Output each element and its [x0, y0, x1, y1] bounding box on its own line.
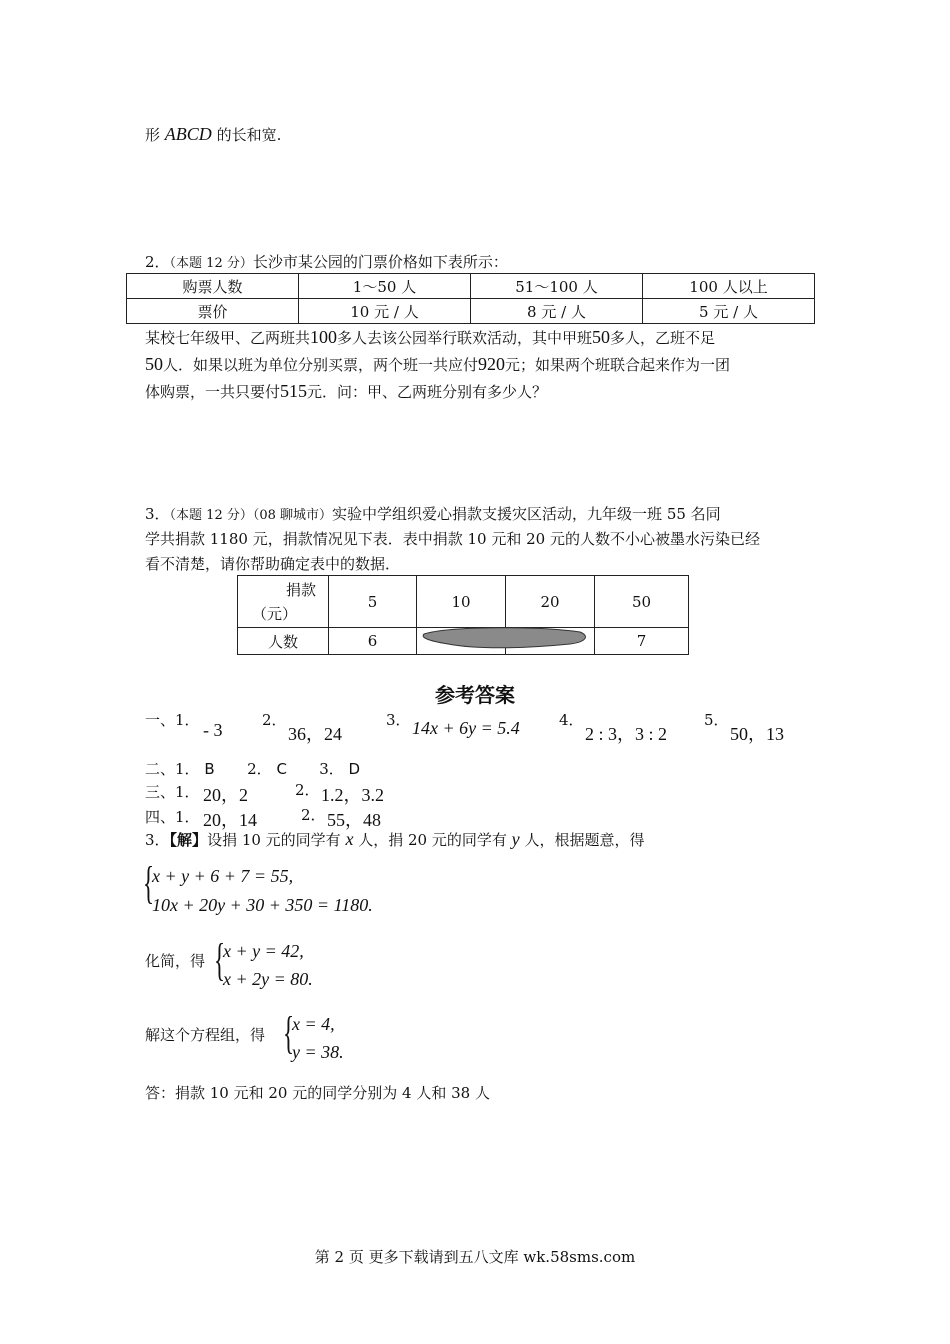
- answer-value: 1.2: [321, 785, 344, 805]
- system1-eq2: 10x + 20y + 30 + 350 = 1180.: [152, 895, 373, 915]
- answer-value: 2: [239, 785, 248, 805]
- answer-num: 4．: [559, 711, 584, 729]
- q3-amount-row: [238, 576, 689, 628]
- q2-num: 515: [280, 381, 308, 401]
- system1-eq1: x + y + 6 + 7 = 55,: [152, 866, 294, 886]
- answer-value: 20: [203, 810, 221, 830]
- solution-lead: [145, 829, 644, 850]
- answer-three-1: 20，2: [203, 785, 248, 805]
- answer-one-2: 36，24: [288, 724, 342, 744]
- answer-value: 24: [324, 724, 342, 744]
- q2-text: 某校七年级甲、乙两班共: [145, 329, 311, 347]
- solution-text: 设捐 10 元的同学有: [207, 831, 341, 849]
- answer-one-label: 一、1．: [145, 711, 200, 729]
- intro-prefix: 形: [145, 126, 161, 144]
- q2-text-line-2: [145, 352, 810, 378]
- answer-one-3: 14x + 6y = 5.4: [412, 718, 520, 738]
- q2-text: 元．问：甲、乙两班分别有多少人？: [307, 383, 548, 401]
- q2-num: 50: [592, 327, 611, 347]
- answer-value: D: [348, 760, 361, 778]
- q2-table-price-row: [127, 299, 815, 324]
- answer-num: 3．: [319, 760, 344, 778]
- q2-cell: 8 元 / 人: [471, 299, 643, 324]
- answer-three-label: 三、1．: [145, 783, 200, 801]
- answer-value: 20: [203, 785, 221, 805]
- system3-eq1: x = 4,: [292, 1014, 335, 1034]
- answer-value: 2 : 3: [585, 724, 618, 744]
- answer-value: 36: [288, 724, 306, 744]
- q3-row-label: 人数: [238, 628, 329, 655]
- answer-two-label: 二、1．: [145, 760, 200, 778]
- q3-head-bottom: （元）: [252, 604, 298, 623]
- q2-text: 多人去该公园举行联欢活动，其中甲班: [337, 329, 593, 347]
- q3-count: 6: [329, 628, 417, 655]
- solution-text: 人，根据题意，得: [524, 831, 645, 849]
- q3-line-2: 学共捐款 1180 元，捐款情况见下表．表中捐款 10 元和 20 元的人数不小心被墨水污染已经: [145, 530, 760, 548]
- q3-points: （本题 12 分）: [169, 508, 253, 523]
- ink-blot-shape: [420, 626, 588, 652]
- answer-four-label: 四、1．: [145, 808, 200, 826]
- q2-cell: 10 元 / 人: [299, 299, 471, 324]
- q2-cell: 51～100 人: [471, 274, 643, 299]
- q2-cell: 5 元 / 人: [643, 299, 815, 324]
- q2-table-header-row: [127, 274, 815, 299]
- solution-text: 人，捐 20 元的同学有: [358, 831, 507, 849]
- answer-value: C: [276, 760, 287, 778]
- answer-four-1: 20，14: [203, 810, 257, 830]
- q2-text: 元；如果两个班联合起来作为一团: [505, 356, 731, 374]
- brace-icon: {: [143, 857, 155, 908]
- answer-num: 2．: [301, 806, 326, 824]
- q3-count: 7: [595, 628, 689, 655]
- solution-number: 3．: [145, 831, 170, 849]
- answer-num: 5．: [704, 711, 729, 729]
- q2-text: 人．如果以班为单位分别买票，两个班一共应付: [163, 356, 479, 374]
- q2-cell: 购票人数: [127, 274, 299, 299]
- answer-two-row: [145, 758, 360, 779]
- answer-value: 13: [766, 724, 784, 744]
- page-footer: 第 2 页 更多下载请到五八文库 wk.58sms.com: [314, 1248, 636, 1266]
- q2-number: 2．: [145, 253, 170, 271]
- q2-num: 100: [310, 327, 338, 347]
- brace-icon: {: [283, 1007, 295, 1058]
- solution-var: y: [511, 829, 520, 849]
- q2-cell: 票价: [127, 299, 299, 324]
- q2-cell: 1～50 人: [299, 274, 471, 299]
- q3-line-1: [145, 502, 810, 528]
- answer-value: 50: [730, 724, 748, 744]
- q2-heading: [145, 251, 508, 272]
- system3-eq2: y = 38.: [292, 1042, 344, 1062]
- q2-cell: 100 人以上: [643, 274, 815, 299]
- q2-text: 多人，乙班不足: [610, 329, 716, 347]
- answer-value: 3.2: [361, 785, 384, 805]
- solve-label: 解这个方程组，得: [145, 1026, 266, 1044]
- system2-eq2: x + 2y = 80.: [223, 969, 313, 989]
- solution-var: x: [345, 829, 354, 849]
- answer-one-4: 2 : 3，3 : 2: [585, 724, 668, 744]
- answer-one-5: 50，13: [730, 724, 784, 744]
- q3-head-top: 捐款: [285, 580, 316, 599]
- simplify-label: 化简，得: [145, 952, 206, 970]
- q2-statement: 长沙市某公园的门票价格如下表所示：: [252, 253, 508, 271]
- final-answer: 答：捐款 10 元和 20 元的同学分别为 4 人和 38 人: [145, 1084, 490, 1102]
- q2-text-line-3: [145, 379, 810, 405]
- answer-num: 3．: [386, 711, 411, 729]
- q3-source: （08 聊城市）: [252, 508, 333, 523]
- answer-value: 3 : 2: [635, 724, 668, 744]
- answer-num: 2．: [295, 781, 320, 799]
- q3-number: 3．: [145, 505, 170, 523]
- brace-icon: {: [214, 934, 226, 985]
- q2-text-line-1: [145, 325, 810, 351]
- q2-text: 体购票，一共只要付: [145, 383, 281, 401]
- answer-value: 48: [363, 810, 381, 830]
- answers-title: 参考答案: [435, 683, 515, 707]
- q3-amount: 10: [417, 576, 506, 628]
- answer-four-2: 55，48: [327, 810, 381, 830]
- q2-points: （本题 12 分）: [169, 256, 253, 271]
- intro-math: ABCD: [164, 124, 212, 144]
- answer-num: 2．: [262, 711, 287, 729]
- answer-three-2: 1.2，3.2: [321, 785, 384, 805]
- answer-value: 14: [239, 810, 257, 830]
- answer-value: 55: [327, 810, 345, 830]
- q3-line-3: 看不清楚，请你帮助确定表中的数据．: [145, 555, 401, 573]
- answer-one-1: - 3: [203, 720, 223, 740]
- intro-suffix: 的长和宽.: [216, 126, 282, 144]
- answer-value: B: [204, 760, 215, 778]
- q3-text: 实验中学组织爱心捐款支援灾区活动，九年级一班 55 名同: [332, 505, 721, 523]
- system2-eq1: x + y = 42,: [223, 941, 304, 961]
- q3-amount: 20: [506, 576, 595, 628]
- q3-amount: 50: [595, 576, 689, 628]
- intro-line: [145, 124, 281, 145]
- q3-head-cell: [238, 576, 329, 628]
- answer-num: 2．: [247, 760, 272, 778]
- q2-num: 50: [145, 354, 163, 374]
- q3-amount: 5: [329, 576, 417, 628]
- solution-tag: 【解】: [169, 831, 208, 849]
- q2-num: 920: [478, 354, 506, 374]
- q2-price-table: [126, 273, 815, 324]
